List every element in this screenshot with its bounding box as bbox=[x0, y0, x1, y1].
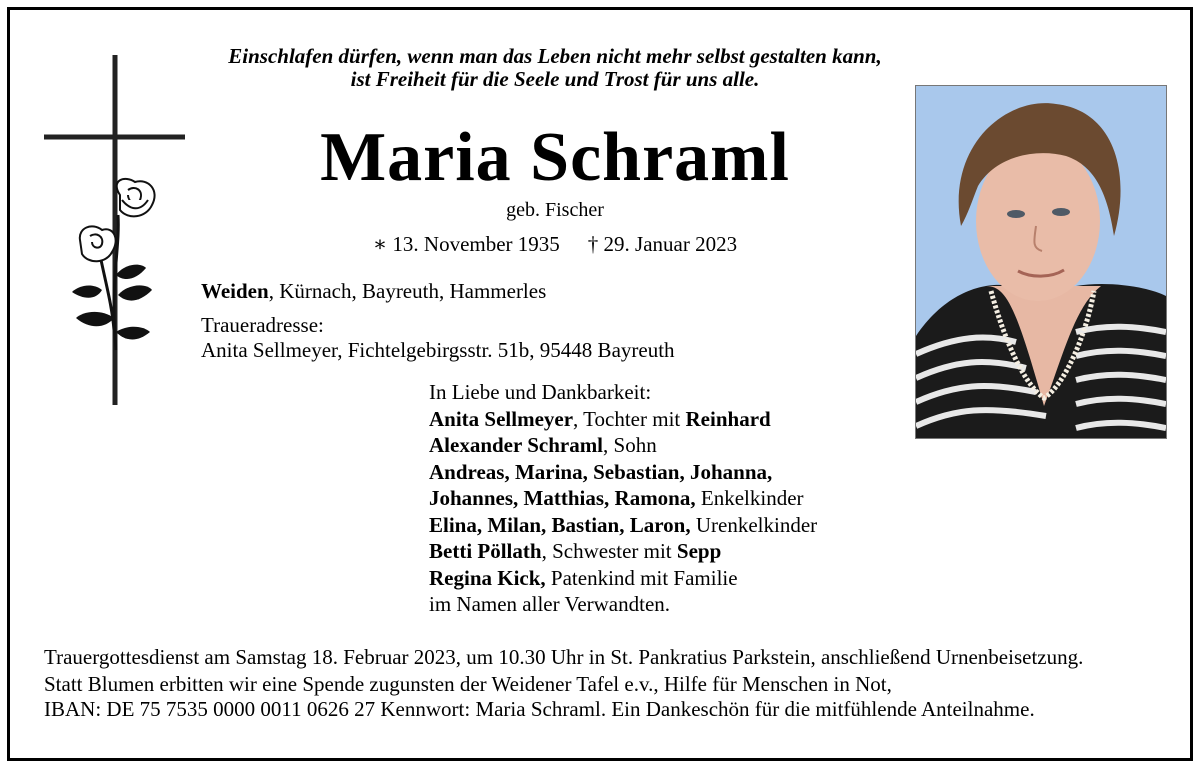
donation-info: Statt Blumen erbitten wir eine Spende zugunsten der Weidener Tafel e.v., Hilfe für Menschen in Not, bbox=[44, 672, 892, 696]
service-info: Trauergottesdienst am Samstag 18. Februar 2023, um 10.30 Uhr in St. Pankratius Parkstein, anschließend Urnenbeisetzung. bbox=[44, 645, 1084, 669]
family-intro: In Liebe und Dankbarkeit: bbox=[429, 380, 652, 404]
family-line: Andreas, Marina, Sebastian, Johanna, bbox=[429, 459, 773, 484]
birth-date: ∗ 13. November 1935 bbox=[372, 232, 560, 256]
family-line: im Namen aller Verwandten. bbox=[429, 592, 671, 616]
family-list bbox=[429, 379, 817, 618]
quote-line-1: Einschlafen dürfen, wenn man das Leben nicht mehr selbst gestalten kann, bbox=[228, 44, 882, 68]
main-place: Weiden bbox=[201, 279, 269, 303]
family-line: Regina Kick, Patenkind mit Familie bbox=[429, 565, 738, 590]
address-value: Anita Sellmeyer, Fichtelgebirgsstr. 51b, 95448 Bayreuth bbox=[201, 338, 675, 362]
family-line: Alexander Schraml, Sohn bbox=[429, 433, 657, 457]
iban-info: IBAN: DE 75 7535 0000 0011 0626 27 Kennwort: Maria Schraml. Ein Dankeschön für die mitfühlende Anteilnahme. bbox=[44, 697, 1035, 721]
family-line: Elina, Milan, Bastian, Laron, Urenkelkinder bbox=[429, 512, 818, 537]
birth-name: geb. Fischer bbox=[506, 199, 604, 221]
portrait-photo bbox=[915, 85, 1167, 439]
deceased-name: Maria Schraml bbox=[320, 119, 790, 196]
family-line: Johannes, Matthias, Ramona, Enkelkinder bbox=[429, 486, 804, 510]
family-line: Anita Sellmeyer, Tochter mit Reinhard bbox=[429, 406, 771, 431]
quote-line-2: ist Freiheit für die Seele und Trost für uns alle. bbox=[350, 67, 760, 91]
address-label: Traueradresse: bbox=[201, 313, 324, 337]
cross-with-roses-icon bbox=[40, 50, 190, 410]
other-places: , Kürnach, Bayreuth, Hammerles bbox=[268, 279, 547, 303]
places-line bbox=[201, 279, 546, 304]
family-line: Betti Pöllath, Schwester mit Sepp bbox=[429, 539, 722, 563]
death-date: † 29. Januar 2023 bbox=[587, 232, 738, 256]
